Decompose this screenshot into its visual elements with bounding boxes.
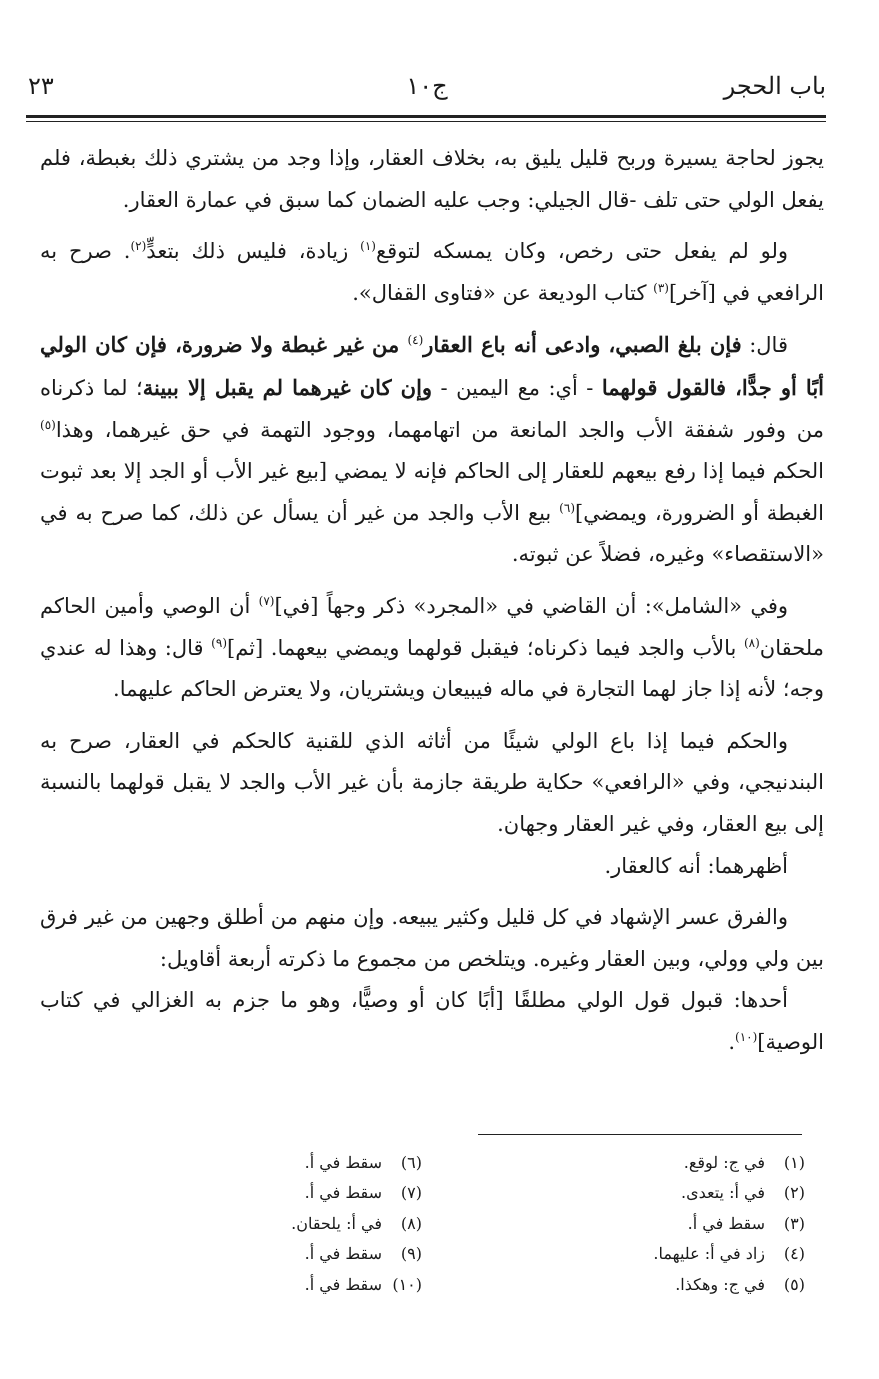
footnote-ref-8: (٨) [743,635,760,650]
footnote-ref-1: (١) [360,239,376,254]
footnote-item: (١٠) سقط في أ. [304,1274,422,1294]
footnote-ref-3: (٣) [653,280,669,295]
header-rule-thick [26,115,826,118]
matn-text: فإن بلغ الصبي، وادعى أنه باع العقار [423,332,742,358]
main-text [40,138,824,1063]
footnote-ref-9: (٩) [211,635,227,650]
footnote-item: (١) في ج: لوقع. [683,1153,805,1172]
footnote-item: (٥) في ج: وهكذا. [675,1274,805,1294]
paragraph-3: قال: فإن بلغ الصبي، وادعى أنه باع العقار$^{(٤)}$ من غير غبطة ولا ضرورة، فإن كان الولي أبًا أو جدًّا، فالقول قولهما - أي: مع اليمين - وإن كان غيرهما لم يقبل إلا ببينة؛ لما ذكرناه من وفور شفقة الأب والجد المانعة من اتهامهما، ووجود التهمة في حق غيرهما، وهذا$^{(٥)}$ الحكم فيما إذا رفع بيعهم للعقار إلى الحاكم فإنه لا يمضي [بيع غير الأب أو الجد إلا بعد ثبوت الغبطة أو الضرورة، ويمضي]$^{(٦)}$ بيع الأب والجد من غير أن يسأل عن ذلك، كما صرح به في «الاستقصاء» وغيره، فضلاً عن ثبوته. [40,332,825,567]
paragraph-7: والفرق عسر الإشهاد في كل قليل وكثير يبيعه. وإن منهم من أطلق وجهين من غير فرق بين ولي وولي، وبين العقار وغيره. ويتلخص من مجموع ما ذكرته أربعة أقاويل: [40,905,824,971]
footnote-ref-6: (٦) [559,500,575,515]
footnote-item: (٩) سقط في أ. [304,1244,422,1264]
chapter-title: باب الحجر [723,72,826,100]
footnote-item: (٧) سقط في أ. [304,1183,422,1203]
paragraph-5: والحكم فيما إذا باع الولي شيئًا من أثاثه الذي للقنية كالحكم في العقار، صرح به البندنيجي، وفي «الرافعي» حكاية طريقة جازمة بأن غير الأب والجد لا يقبل قولهما بالنسبة إلى بيع العقار، وفي غير العقار وجهان. [40,728,824,836]
footnote-ref-5: (٥) [40,417,56,432]
footnotes-column-right [575,1148,805,1300]
footnote-item: (٨) في أ: يلحقان. [291,1213,422,1233]
footnote-ref-7: (٧) [258,593,275,608]
footnote-item: (٤) زاد في أ: عليهما. [653,1244,805,1264]
footnote-ref-2: (٢) [130,239,147,254]
paragraph-4: وفي «الشامل»: أن القاضي في «المجرد» ذكر وجهاً [في]$^{(٧)}$ أن الوصي وأمين الحاكم ملحقان$^{(٨)}$ بالأب والجد فيما ذكرناه؛ فيقبل قولهما ويمضي بيعهما. [ثم]$^{(٩)}$ قال: وهذا له عندي وجه؛ لأنه إذا جاز لهما التجارة في ماله فيبيعان ويشتريان، ولا يعترض الحاكم عليهما. [40,593,824,702]
footnotes-column-left [192,1148,422,1300]
paragraph-1: يجوز لحاجة يسيرة وربح قليل يليق به، بخلاف العقار، وإذا وجد من يشتري ذلك بغبطة، فلم يفعل الولي حتى تلف -قال الجيلي: وجب عليه الضمان كما سبق في عمارة العقار. [40,146,824,212]
footnote-separator [478,1134,802,1135]
footnote-item: (٢) في أ: يتعدى. [681,1183,805,1203]
header-rule-thin [26,121,826,122]
paragraph-2: ولو لم يفعل حتى رخص، وكان يمسكه لتوقع$^{(١)}$ زيادة، فليس ذلك بتعدٍّ$^{(٢)}$. صرح به الرافعي في [آخر]$^{(٣)}$ كتاب الوديعة عن «فتاوى القفال». [40,239,824,305]
volume-label: ج١٠ [406,72,448,100]
paragraph-8: أحدها: قبول قول الولي مطلقًا [أبًا كان أو وصيًّا، وهو ما جزم به الغزالي في كتاب الوصية]$^{(١٠)}$. [40,988,824,1054]
matn-text: وإن كان غيرهما لم يقبل إلا ببينة [142,374,433,400]
footnote-ref-10: (١٠) [735,1029,758,1044]
page-number: ٢٣ [28,72,54,100]
footnote-ref-4: (٤) [407,333,424,348]
footnote-item: (٣) سقط في أ. [687,1213,805,1233]
matn-text: من غير غبطة ولا ضرورة، فإن كان الولي أبًا أو جدًّا، فالقول قولهما [40,332,824,400]
footnote-item: (٦) سقط في أ. [304,1153,422,1172]
paragraph-6: أظهرهما: أنه كالعقار. [604,853,788,878]
page-header [28,72,826,112]
